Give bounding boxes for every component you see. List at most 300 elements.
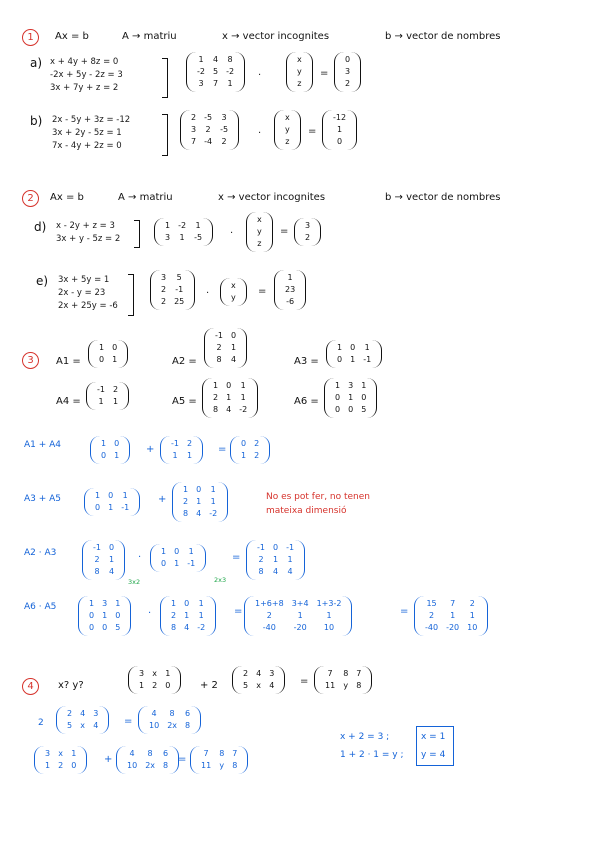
plus-operator: + bbox=[158, 494, 167, 505]
label-a3: A3 = bbox=[294, 356, 319, 367]
dot-operator: · bbox=[206, 288, 210, 299]
matrix-cell: 4 bbox=[151, 709, 157, 718]
dot-operator: · bbox=[148, 608, 152, 619]
label-b: b) bbox=[30, 114, 43, 128]
matrix-cell: 0 bbox=[348, 405, 354, 414]
operation-label: A2 · A3 bbox=[24, 548, 57, 558]
matrix bbox=[220, 278, 247, 306]
operation-label: A6 · A5 bbox=[24, 602, 57, 612]
matrix-cell: 10 bbox=[467, 623, 478, 632]
matrix-cell: 8 bbox=[169, 709, 175, 718]
matrix-cell: 0 bbox=[108, 543, 115, 552]
label-a2: A2 = bbox=[172, 356, 197, 367]
matrix bbox=[86, 382, 129, 410]
matrix-cell: 0 bbox=[95, 503, 101, 512]
matrix-cell: 10 bbox=[323, 623, 335, 632]
brace bbox=[134, 220, 140, 248]
dot-operator: · bbox=[138, 552, 142, 563]
label-a: a) bbox=[30, 56, 43, 70]
equals-sign: = bbox=[124, 716, 133, 727]
matrix-cell: 0 bbox=[165, 681, 171, 690]
matrix-cell: 4 bbox=[80, 709, 86, 718]
matrix-cell: 7 bbox=[232, 749, 238, 758]
brace bbox=[128, 274, 134, 316]
matrix bbox=[84, 488, 140, 516]
matrix-cell: x bbox=[257, 215, 262, 224]
matrix-cell: 1 bbox=[165, 669, 171, 678]
matrix bbox=[160, 436, 203, 464]
matrix-cell: 1 bbox=[112, 397, 119, 406]
matrix-cell: 5 bbox=[115, 623, 121, 632]
matrix-cell: x bbox=[152, 669, 157, 678]
coefficient: + 2 bbox=[200, 680, 218, 691]
sys-line: 3x + 2y - 5z = 1 bbox=[52, 128, 122, 138]
matrix-cell: 2 bbox=[469, 599, 475, 608]
matrix-cell: 0 bbox=[361, 393, 367, 402]
matrix-cell: 1 bbox=[101, 439, 107, 448]
matrix bbox=[160, 596, 216, 636]
matrix-cell: 6 bbox=[163, 749, 169, 758]
matrix-cell: 25 bbox=[174, 297, 185, 306]
label-a5: A5 = bbox=[172, 396, 197, 407]
matrix-cell: 0 bbox=[161, 559, 167, 568]
matrix-cell: z bbox=[297, 79, 302, 88]
matrix-cell: 4 bbox=[129, 749, 135, 758]
equals-sign: = bbox=[218, 444, 227, 455]
matrix-cell: 1 bbox=[326, 611, 332, 620]
matrix bbox=[190, 746, 248, 774]
matrix bbox=[150, 270, 195, 310]
matrix-cell: 0 bbox=[112, 343, 118, 352]
matrix bbox=[322, 110, 357, 150]
matrix-cell: 7 bbox=[356, 669, 362, 678]
matrix-cell: 8 bbox=[147, 749, 153, 758]
matrix-cell: z bbox=[257, 239, 262, 248]
matrix-cell: -1 bbox=[175, 285, 184, 294]
matrix-cell: y bbox=[285, 125, 290, 134]
matrix-cell: 2 bbox=[345, 79, 351, 88]
solution-x: x = 1 bbox=[421, 732, 446, 742]
matrix bbox=[230, 436, 270, 464]
matrix-cell: 1 bbox=[240, 381, 246, 390]
matrix-cell: -1 bbox=[286, 543, 295, 552]
matrix-cell: 4 bbox=[272, 567, 279, 576]
matrix-cell: x bbox=[80, 721, 85, 730]
matrix-cell: 11 bbox=[201, 761, 212, 770]
matrix-cell: 23 bbox=[285, 285, 296, 294]
matrix-cell: 2 bbox=[186, 439, 193, 448]
matrix-cell: 3 bbox=[102, 599, 108, 608]
matrix-cell: 2 bbox=[94, 555, 100, 564]
sys-line: x + 4y + 8z = 0 bbox=[50, 57, 119, 67]
matrix-cell: 0 bbox=[101, 451, 107, 460]
matrix bbox=[202, 378, 258, 418]
sys-line: x - 2y + z = 3 bbox=[56, 221, 115, 231]
matrix-cell: 3 bbox=[345, 67, 351, 76]
plus-operator: + bbox=[146, 444, 155, 455]
matrix-cell: 8 bbox=[232, 761, 238, 770]
matrix-cell: -40 bbox=[262, 623, 276, 632]
matrix-cell: 1 bbox=[108, 555, 115, 564]
matrix-cell: 4 bbox=[256, 669, 262, 678]
matrix bbox=[116, 746, 179, 774]
label-d: d) bbox=[34, 220, 47, 234]
matrix-cell: 4 bbox=[212, 55, 219, 64]
header-x: x → vector incognites bbox=[222, 31, 330, 42]
eq-header: Ax = b bbox=[55, 31, 89, 42]
matrix-cell: 0 bbox=[108, 491, 114, 500]
matrix-cell: 3 bbox=[191, 125, 197, 134]
matrix-cell: 2 bbox=[266, 611, 272, 620]
dot-operator: · bbox=[230, 228, 234, 239]
matrix-cell: 1 bbox=[172, 451, 178, 460]
matrix-cell: 2 bbox=[216, 343, 222, 352]
system-b bbox=[52, 114, 130, 153]
note-line: mateixa dimensió bbox=[266, 506, 347, 516]
equals-sign: = bbox=[280, 226, 289, 237]
sys-line: 2x - 5y + 3z = -12 bbox=[52, 115, 131, 125]
matrix-cell: 4 bbox=[230, 355, 237, 364]
matrix bbox=[88, 340, 128, 368]
matrix-cell: 1 bbox=[115, 599, 121, 608]
equation: 1 + 2 · 1 = y ; bbox=[340, 750, 404, 760]
matrix-cell: 1 bbox=[348, 393, 354, 402]
matrix bbox=[204, 328, 247, 368]
matrix-cell: 2 bbox=[183, 497, 189, 506]
sys-line: 7x - 4y + 2z = 0 bbox=[52, 141, 122, 151]
matrix-cell: 1 bbox=[241, 451, 247, 460]
matrix-cell: 3 bbox=[269, 669, 275, 678]
matrix-cell: 1 bbox=[336, 125, 343, 134]
matrix-cell: 2 bbox=[243, 669, 249, 678]
matrix-cell: 1 bbox=[161, 547, 167, 556]
matrix bbox=[246, 212, 273, 252]
matrix-cell: 4 bbox=[269, 681, 275, 690]
matrix-cell: 0 bbox=[230, 331, 237, 340]
matrix-cell: -1 bbox=[257, 543, 265, 552]
equals-sign: = bbox=[300, 676, 309, 687]
matrix-cell: 1 bbox=[184, 611, 190, 620]
matrix-cell: 1 bbox=[198, 599, 204, 608]
matrix-cell: 1 bbox=[450, 611, 456, 620]
matrix-cell: 0 bbox=[89, 623, 95, 632]
matrix-cell: -12 bbox=[333, 113, 347, 122]
matrix bbox=[128, 666, 181, 694]
matrix-cell: 1 bbox=[195, 221, 201, 230]
matrix-cell: -2 bbox=[197, 67, 205, 76]
matrix-cell: 4 bbox=[108, 567, 115, 576]
header-b: b → vector de nombres bbox=[385, 192, 501, 203]
matrix-cell: -2 bbox=[226, 67, 235, 76]
sys-line: 3x + 7y + z = 2 bbox=[50, 83, 119, 93]
matrix-cell: 1 bbox=[226, 393, 232, 402]
matrix-cell: x bbox=[297, 55, 302, 64]
matrix-cell: 8 bbox=[94, 567, 100, 576]
matrix-cell: 5 bbox=[176, 273, 182, 282]
matrix bbox=[154, 218, 213, 246]
equation: x + 2 = 3 ; bbox=[340, 732, 390, 742]
matrix-cell: 1 bbox=[139, 681, 145, 690]
operation-label: A1 + A4 bbox=[24, 440, 62, 450]
matrix-cell: 1 bbox=[71, 749, 77, 758]
matrix bbox=[286, 52, 313, 92]
matrix bbox=[274, 270, 306, 310]
question: x? y? bbox=[58, 680, 84, 691]
sys-line: 2x + 25y = -6 bbox=[58, 301, 118, 311]
matrix-cell: 1 bbox=[45, 761, 51, 770]
matrix-cell: -20 bbox=[446, 623, 460, 632]
matrix-cell: 1 bbox=[179, 233, 185, 242]
operation-label: A3 + A5 bbox=[24, 494, 62, 504]
matrix-cell: 7 bbox=[327, 669, 333, 678]
matrix-cell: 4 bbox=[196, 509, 202, 518]
matrix-cell: 4 bbox=[184, 623, 190, 632]
matrix-cell: y bbox=[219, 761, 225, 770]
matrix-cell: 1 bbox=[272, 555, 279, 564]
matrix-cell: -4 bbox=[204, 137, 213, 146]
matrix-cell: 2 bbox=[58, 761, 64, 770]
matrix-cell: 1 bbox=[350, 355, 356, 364]
matrix-cell: 1 bbox=[112, 355, 118, 364]
matrix-cell: 0 bbox=[115, 611, 121, 620]
matrix-cell: x bbox=[285, 113, 290, 122]
system-e bbox=[58, 274, 118, 313]
matrix-cell: 0 bbox=[335, 393, 341, 402]
matrix bbox=[326, 340, 382, 368]
matrix bbox=[244, 596, 352, 636]
matrix-cell: 2 bbox=[171, 611, 177, 620]
dot-operator: · bbox=[258, 70, 262, 81]
matrix-cell: 0 bbox=[272, 543, 279, 552]
matrix-cell: 3 bbox=[161, 273, 167, 282]
matrix-cell: y bbox=[257, 227, 262, 236]
matrix-cell: 0 bbox=[99, 355, 105, 364]
solution-y: y = 4 bbox=[421, 750, 446, 760]
matrix-cell: 2 bbox=[305, 233, 311, 242]
matrix-cell: 1 bbox=[198, 611, 204, 620]
matrix-cell: -2 bbox=[178, 221, 187, 230]
matrix-cell: 8 bbox=[185, 721, 191, 730]
matrix-cell: 6 bbox=[185, 709, 191, 718]
matrix-cell: 2 bbox=[254, 439, 260, 448]
dot-operator: · bbox=[258, 128, 262, 139]
matrix-cell: 1 bbox=[89, 599, 95, 608]
brace bbox=[162, 58, 168, 98]
matrix-cell: 8 bbox=[227, 55, 233, 64]
matrix-cell: -5 bbox=[204, 113, 213, 122]
matrix-cell: y bbox=[343, 681, 349, 690]
equals-sign: = bbox=[400, 606, 409, 617]
matrix-cell: -1 bbox=[171, 439, 179, 448]
matrix-cell: 2 bbox=[221, 137, 227, 146]
matrix bbox=[314, 666, 372, 694]
matrix-cell: 1 bbox=[337, 343, 343, 352]
eq-header: Ax = b bbox=[50, 192, 84, 203]
matrix-cell: -20 bbox=[293, 623, 307, 632]
matrix-cell: 3+4 bbox=[291, 599, 309, 608]
matrix-cell: 1 bbox=[183, 485, 189, 494]
plus-operator: + bbox=[104, 754, 113, 765]
matrix-cell: 1 bbox=[210, 485, 216, 494]
matrix-cell: 8 bbox=[219, 749, 225, 758]
section-number-3: 3 bbox=[22, 352, 39, 369]
matrix-cell: 2 bbox=[161, 285, 167, 294]
sys-line: -2x + 5y - 2z = 3 bbox=[50, 70, 123, 80]
matrix-cell: 5 bbox=[212, 67, 219, 76]
dimension-note: 3x2 bbox=[128, 578, 141, 586]
header-x: x → vector incognites bbox=[218, 192, 326, 203]
coefficient: 2 bbox=[38, 718, 44, 728]
matrix-cell: 3 bbox=[45, 749, 51, 758]
matrix bbox=[56, 706, 109, 734]
matrix-cell: -2 bbox=[209, 509, 218, 518]
matrix-cell: -2 bbox=[239, 405, 248, 414]
equals-sign: = bbox=[308, 126, 317, 137]
matrix-cell: 3 bbox=[198, 79, 204, 88]
matrix-cell: 2 bbox=[161, 297, 167, 306]
dimension-note: 2x3 bbox=[214, 576, 227, 584]
matrix-cell: 3 bbox=[305, 221, 311, 230]
matrix-cell: 1 bbox=[114, 451, 120, 460]
matrix-cell: 1 bbox=[297, 611, 303, 620]
matrix-cell: -1 bbox=[97, 385, 105, 394]
equals-sign: = bbox=[178, 754, 187, 765]
matrix-cell: y bbox=[231, 293, 236, 302]
matrix bbox=[274, 110, 301, 150]
matrix-cell: 3 bbox=[93, 709, 99, 718]
matrix-cell: 7 bbox=[191, 137, 197, 146]
matrix-cell: 1 bbox=[108, 503, 114, 512]
matrix-cell: 1 bbox=[227, 79, 233, 88]
matrix-cell: 4 bbox=[226, 405, 232, 414]
matrix-cell: 1 bbox=[364, 343, 370, 352]
matrix bbox=[180, 110, 239, 150]
header-a: A → matriu bbox=[118, 192, 173, 203]
matrix-cell: 1 bbox=[171, 599, 177, 608]
matrix-cell: 8 bbox=[216, 355, 222, 364]
matrix-cell: 3 bbox=[165, 233, 171, 242]
matrix-cell: 1 bbox=[122, 491, 128, 500]
matrix-cell: 1+3-2 bbox=[316, 599, 342, 608]
matrix-cell: -5 bbox=[220, 125, 229, 134]
equals-sign: = bbox=[232, 552, 241, 563]
matrix bbox=[78, 596, 131, 636]
matrix-cell: -1 bbox=[363, 355, 372, 364]
matrix-cell: 2 bbox=[258, 555, 264, 564]
matrix-cell: 0 bbox=[89, 611, 95, 620]
matrix-cell: 7 bbox=[212, 79, 219, 88]
matrix bbox=[232, 666, 285, 694]
matrix-cell: 1 bbox=[240, 393, 246, 402]
matrix-cell: 8 bbox=[163, 761, 169, 770]
matrix-cell: 2 bbox=[213, 393, 219, 402]
matrix-cell: 1 bbox=[361, 381, 367, 390]
matrix-cell: 4 bbox=[93, 721, 99, 730]
matrix-cell: 0 bbox=[337, 355, 343, 364]
matrix-cell: 1 bbox=[98, 397, 104, 406]
equals-sign: = bbox=[258, 286, 267, 297]
matrix-cell: 2 bbox=[152, 681, 158, 690]
matrix-cell: 1 bbox=[230, 343, 237, 352]
matrix-cell: 8 bbox=[213, 405, 219, 414]
matrix-cell: -40 bbox=[425, 623, 439, 632]
matrix-cell: 0 bbox=[226, 381, 232, 390]
section-number-4: 4 bbox=[22, 678, 39, 695]
matrix-cell: z bbox=[285, 137, 290, 146]
matrix-cell: -6 bbox=[286, 297, 295, 306]
matrix-cell: 2 bbox=[428, 611, 435, 620]
matrix-cell: 3 bbox=[139, 669, 145, 678]
matrix-cell: 3 bbox=[348, 381, 354, 390]
matrix-cell: 1 bbox=[198, 55, 204, 64]
matrix-cell: 0 bbox=[174, 547, 180, 556]
matrix-cell: -1 bbox=[187, 559, 196, 568]
matrix-cell: -1 bbox=[215, 331, 223, 340]
matrix-cell: 5 bbox=[243, 681, 249, 690]
matrix-cell: 1 bbox=[287, 273, 293, 282]
matrix-cell: 2x bbox=[167, 721, 178, 730]
matrix-cell: 1 bbox=[213, 381, 219, 390]
matrix-cell: 1 bbox=[188, 547, 194, 556]
matrix-cell: 8 bbox=[356, 681, 362, 690]
matrix bbox=[90, 436, 130, 464]
matrix-cell: 1 bbox=[165, 221, 171, 230]
matrix-cell: x bbox=[231, 281, 236, 290]
matrix-cell: 11 bbox=[325, 681, 336, 690]
note-line: No es pot fer, no tenen bbox=[266, 492, 371, 502]
matrix-cell: x bbox=[58, 749, 63, 758]
matrix-cell: 10 bbox=[149, 721, 160, 730]
sys-line: 2x - y = 23 bbox=[58, 288, 106, 298]
matrix-cell: 2 bbox=[205, 125, 211, 134]
matrix-cell: 0 bbox=[336, 137, 343, 146]
matrix bbox=[82, 540, 125, 580]
section-number-1: 1 bbox=[22, 29, 39, 46]
matrix-cell: 10 bbox=[127, 761, 138, 770]
matrix-cell: 2x bbox=[145, 761, 156, 770]
system-a bbox=[50, 56, 123, 95]
matrix-cell: 1 bbox=[186, 451, 193, 460]
matrix-cell: 7 bbox=[450, 599, 456, 608]
matrix bbox=[34, 746, 87, 774]
matrix-cell: 15 bbox=[426, 599, 437, 608]
brace bbox=[162, 114, 168, 156]
matrix bbox=[246, 540, 305, 580]
matrix-cell: 2 bbox=[254, 451, 260, 460]
matrix-cell: y bbox=[297, 67, 302, 76]
matrix bbox=[150, 544, 206, 572]
matrix-cell: 1 bbox=[102, 611, 108, 620]
matrix-cell: x bbox=[256, 681, 261, 690]
matrix bbox=[172, 482, 228, 522]
sys-line: 3x + 5y = 1 bbox=[58, 275, 110, 285]
matrix-cell: 8 bbox=[183, 509, 189, 518]
sys-line: 3x + y - 5z = 2 bbox=[56, 234, 121, 244]
matrix bbox=[186, 52, 245, 92]
matrix-cell: -5 bbox=[194, 233, 203, 242]
label-a6: A6 = bbox=[294, 396, 319, 407]
matrix-cell: 1 bbox=[335, 381, 341, 390]
matrix-cell: 0 bbox=[102, 623, 108, 632]
label-a1: A1 = bbox=[56, 356, 81, 367]
matrix bbox=[294, 218, 321, 246]
equals-sign: = bbox=[320, 68, 329, 79]
matrix-cell: 1+6+8 bbox=[255, 599, 284, 608]
header-a: A → matriu bbox=[122, 31, 177, 42]
matrix-cell: 1 bbox=[469, 611, 475, 620]
matrix-cell: 4 bbox=[287, 567, 293, 576]
matrix-cell: 5 bbox=[67, 721, 73, 730]
